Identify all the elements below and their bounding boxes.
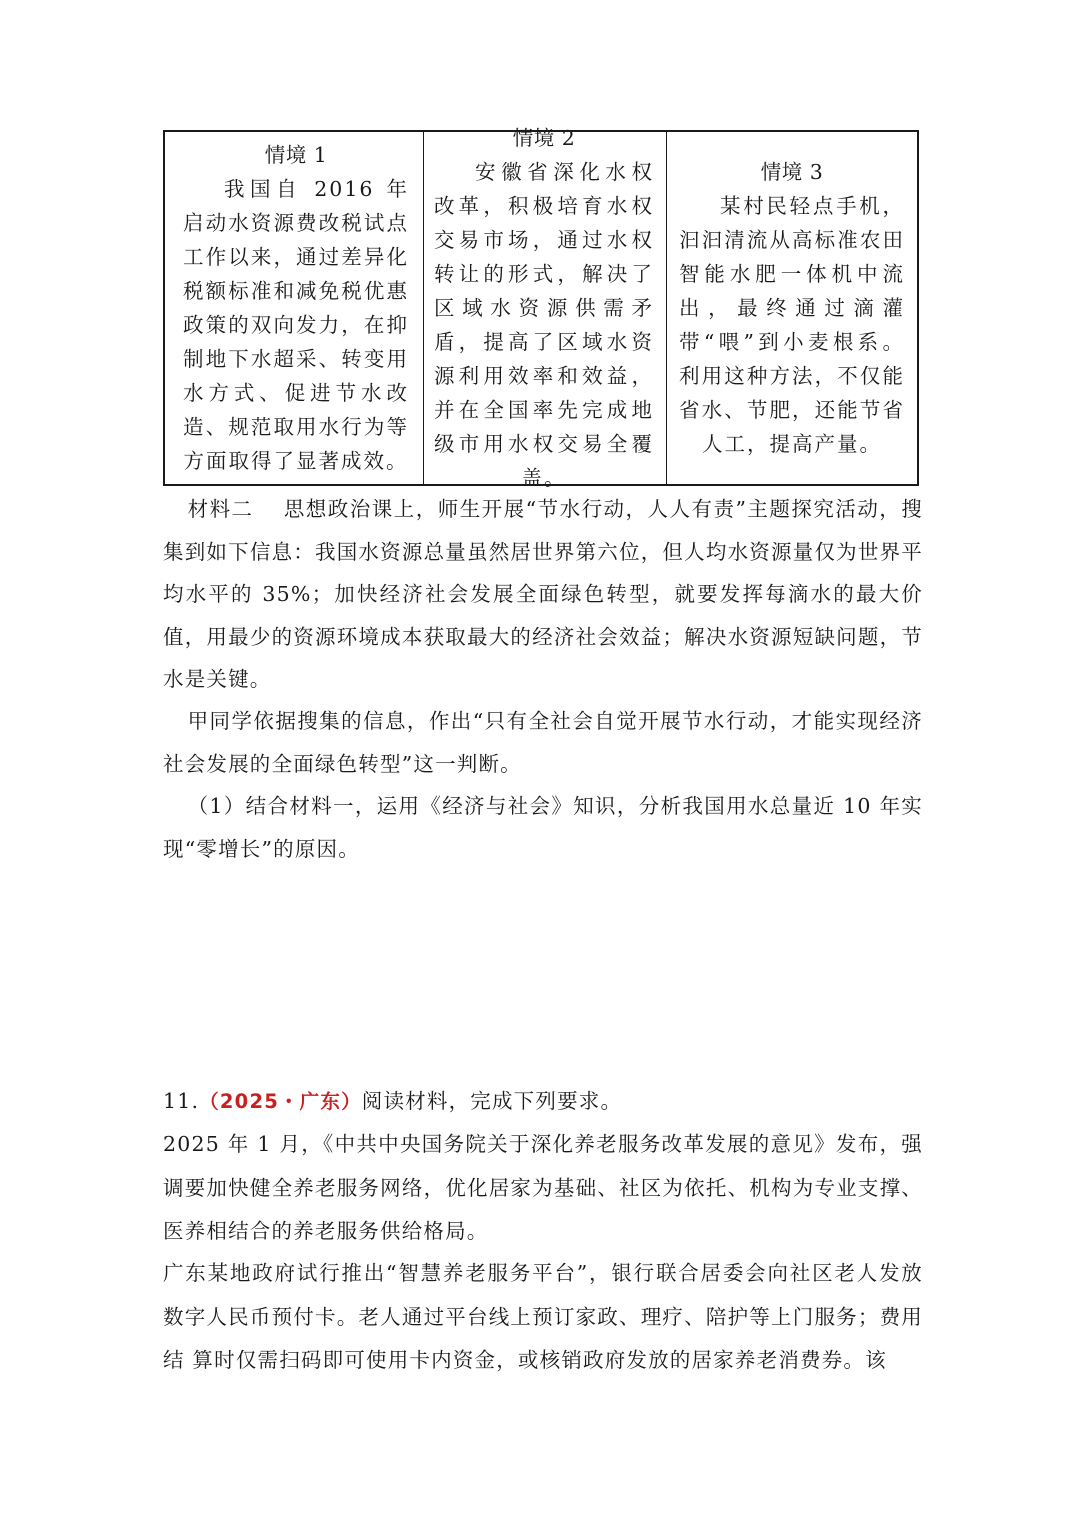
situation-cell-1: [165, 132, 424, 484]
question-11-source: （2025・广东）: [199, 1090, 362, 1113]
situation-cell-3: [667, 132, 917, 484]
question-1: （1）结合材料一，运用《经济与社会》知识，分析我国用水总量近 10 年实现“零增长”的原因。: [163, 794, 923, 861]
question-11-heading: [163, 1080, 923, 1124]
material-2-label: 材料二: [187, 497, 254, 521]
question-11-number: 11.: [163, 1089, 200, 1113]
situation-body-1: 我国自 2016 年启动水资源费改税试点工作以来，通过差异化税额标准和减免税优惠政策的双向发力，在抑制地下水超采、转变用水方式、促进节水改造、规范取用水行为等方面取得了显著成效。: [183, 177, 409, 473]
situation-table: [163, 126, 919, 490]
situation-body-3: 某村民轻点手机，汩汩清流从高标准农田智能水肥一体机中流出，最终通过滴灌带“喂”到小麦根系。利用这种方法，不仅能省水、节肥，还能节省人工，提高产量。: [679, 194, 905, 456]
material-2-text: 思想政治课上，师生开展“节水行动，人人有责”主题探究活动，搜集到如下信息：我国水资源总量虽然居世界第六位，但人均水资源量仅为世界平均水平的 35%；加快经济社会发展全面绿色转型，就要发挥每滴水的最大价值，用最少的资源环境成本获取最大的经济社会效益；解决水资源短缺问题，节水是关键。: [163, 497, 923, 691]
situation-title-3: 情境 3: [760, 160, 824, 184]
situation-body-2: 安徽省深化水权改革，积极培育水权交易市场，通过水权转让的形式，解决了区域水资源供需矛盾，提高了区域水资源利用效率和效益，并在全国率先完成地级市用水权交易全覆盖。: [434, 160, 654, 490]
question-11-prompt: 阅读材料，完成下列要求。: [361, 1089, 623, 1113]
situation-cell-2: [424, 126, 667, 490]
question-11-paragraph-2: 广东某地政府试行推出“智慧养老服务平台”，银行联合居委会向社区老人发放数字人民币预付卡。老人通过平台线上预订家政、理疗、陪护等上门服务；费用结 算时仅需扫码即可使用卡内资金，或核销政府发放的居家养老消费券。该: [163, 1261, 923, 1372]
question-11-paragraph-1: 2025 年 1 月，《中共中央国务院关于深化养老服务改革发展的意见》发布，强调要加快健全养老服务网络，优化居家为基础、社区为依托、机构为专业支撑、医养相结合的养老服务供给格局。: [163, 1132, 923, 1243]
situation-title-1: 情境 1: [264, 143, 328, 167]
situation-title-2: 情境 2: [512, 126, 576, 150]
judgment-paragraph: 甲同学依据搜集的信息，作出“只有全社会自觉开展节水行动，才能实现经济社会发展的全面绿色转型”这一判断。: [163, 709, 923, 776]
material-2-paragraph: [163, 488, 923, 701]
